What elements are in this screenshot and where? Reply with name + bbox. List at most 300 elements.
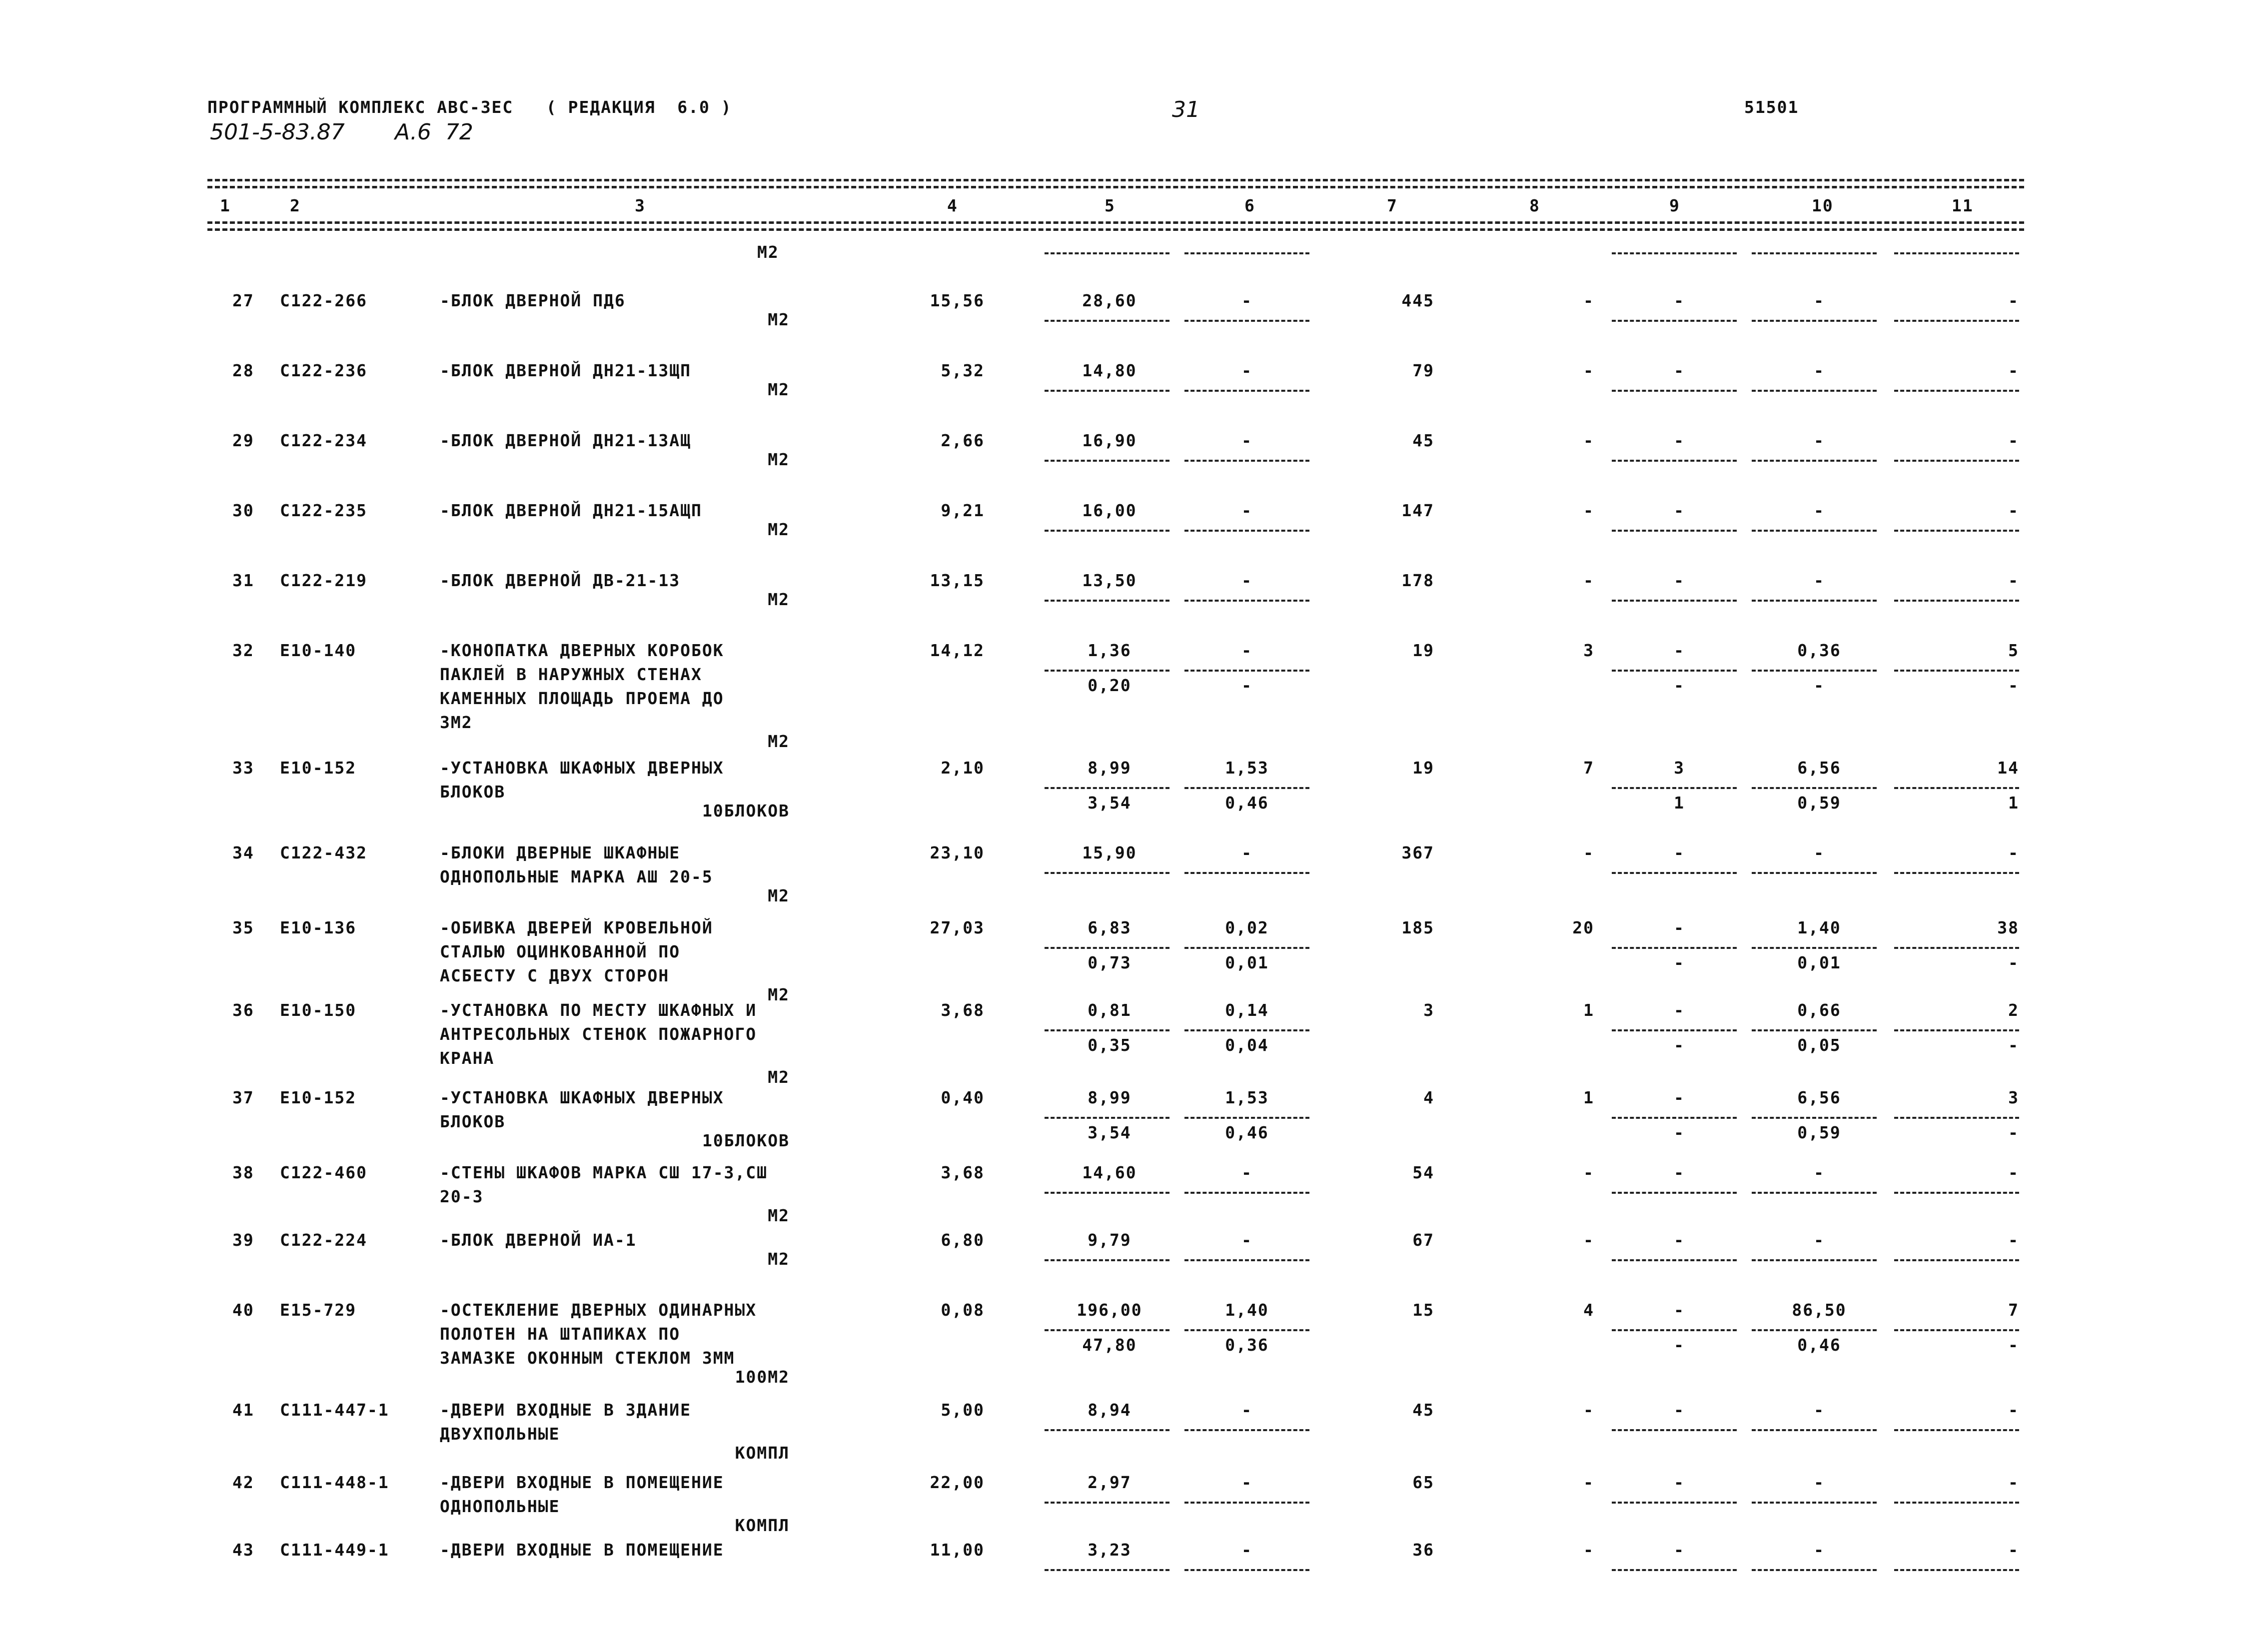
row-rule-c10 — [1752, 390, 1877, 392]
row-description: ОДНОПОЛЬНЫЕ МАРКА АШ 20-5 — [440, 867, 713, 886]
row-rule-c11 — [1894, 1429, 2019, 1431]
row-rule-c6 — [1184, 670, 1309, 672]
row-code: С122-224 — [280, 1230, 367, 1250]
row-labour: 86,50 — [1792, 1300, 1847, 1320]
row-number: 37 — [232, 1088, 254, 1107]
row-labour-total: - — [2008, 1400, 2019, 1420]
row-unit: М2 — [768, 590, 790, 609]
row-rule-c9 — [1612, 460, 1737, 462]
row-cost-machine: - — [1674, 431, 1685, 450]
row-quantity: 5,00 — [941, 1400, 985, 1420]
row-quantity: 5,32 — [941, 361, 985, 380]
row-description: -СТЕНЫ ШКАФОВ МАРКА СШ 17-3,СШ — [440, 1163, 768, 1182]
row-cost-wages: 1 — [1583, 1088, 1594, 1107]
row-labour-machine-total: - — [2008, 953, 2019, 972]
row-quantity: 0,08 — [941, 1300, 985, 1320]
row-cost-wages: - — [1583, 1473, 1594, 1492]
carryover-rule-c6 — [1184, 252, 1309, 254]
row-rule-c6 — [1184, 600, 1309, 602]
header-bottom-rule — [207, 221, 2024, 224]
row-rule-c9 — [1612, 1569, 1737, 1571]
row-price-total: 9,79 — [1088, 1230, 1131, 1250]
row-code: Е10-152 — [280, 1088, 357, 1107]
row-labour: 6,56 — [1797, 1088, 1841, 1107]
row-cost-machine: - — [1674, 1230, 1685, 1250]
row-number: 36 — [232, 1000, 254, 1020]
row-description: -ДВЕРИ ВХОДНЫЕ В ПОМЕЩЕНИЕ — [440, 1473, 724, 1492]
row-labour: 0,66 — [1797, 1000, 1841, 1020]
row-cost-machine: - — [1674, 1088, 1685, 1107]
row-labour-total: - — [2008, 361, 2019, 380]
row-quantity: 2,66 — [941, 431, 985, 450]
row-rule-c11 — [1894, 670, 2019, 672]
row-description: ПОЛОТЕН НА ШТАПИКАХ ПО — [440, 1324, 681, 1344]
row-price-machine: - — [1241, 431, 1252, 450]
row-rule-c5 — [1045, 1329, 1169, 1331]
row-description: КАМЕННЫХ ПЛОЩАДЬ ПРОЕМА ДО — [440, 689, 724, 708]
row-price-total: 2,97 — [1088, 1473, 1131, 1492]
row-rule-c9 — [1612, 1502, 1737, 1504]
row-price-total: 3,23 — [1088, 1540, 1131, 1560]
row-rule-c5 — [1045, 600, 1169, 602]
row-rule-c9 — [1612, 670, 1737, 672]
row-quantity: 14,12 — [930, 641, 985, 660]
document-code: 501-5-83.87 — [210, 119, 345, 145]
row-code: С111-448-1 — [280, 1473, 389, 1492]
row-price-wages: 3,54 — [1088, 793, 1131, 813]
row-rule-c10 — [1752, 600, 1877, 602]
row-code: Е10-150 — [280, 1000, 357, 1020]
row-quantity: 11,00 — [930, 1540, 985, 1560]
row-rule-c11 — [1894, 1192, 2019, 1194]
album-reference: A.6 72 — [395, 119, 473, 145]
row-cost-total: 67 — [1412, 1230, 1434, 1250]
row-description: 3М2 — [440, 713, 473, 732]
row-price-machine: - — [1241, 843, 1252, 862]
row-rule-c9 — [1612, 320, 1737, 322]
row-unit: М2 — [768, 1067, 790, 1087]
row-rule-c5 — [1045, 320, 1169, 322]
row-description: 20-3 — [440, 1187, 484, 1206]
row-rule-c10 — [1752, 1569, 1877, 1571]
row-cost-wages: - — [1583, 291, 1594, 310]
row-description: -ДВЕРИ ВХОДНЫЕ В ЗДАНИЕ — [440, 1400, 691, 1420]
row-price-machine-wages: 0,46 — [1225, 793, 1269, 813]
row-rule-c5 — [1045, 1502, 1169, 1504]
row-rule-c11 — [1894, 787, 2019, 789]
row-description: -БЛОК ДВЕРНОЙ ИА-1 — [440, 1230, 637, 1250]
row-price-machine-wages: 0,04 — [1225, 1035, 1269, 1055]
row-number: 41 — [232, 1400, 254, 1420]
row-cost-total: 45 — [1412, 1400, 1434, 1420]
row-code: С122-234 — [280, 431, 367, 450]
row-labour-total: - — [2008, 431, 2019, 450]
row-labour-total: 7 — [2008, 1300, 2019, 1320]
row-quantity: 3,68 — [941, 1163, 985, 1182]
row-rule-c10 — [1752, 947, 1877, 949]
row-price-machine: - — [1241, 1400, 1252, 1420]
row-price-total: 1,36 — [1088, 641, 1131, 660]
row-rule-c11 — [1894, 460, 2019, 462]
row-cost-machine-wages: - — [1674, 1123, 1685, 1142]
row-price-wages: 0,73 — [1088, 953, 1131, 972]
row-number: 32 — [232, 641, 254, 660]
row-rule-c6 — [1184, 530, 1309, 532]
row-quantity: 2,10 — [941, 758, 985, 778]
row-number: 33 — [232, 758, 254, 778]
row-rule-c11 — [1894, 1502, 2019, 1504]
row-price-machine: 1,53 — [1225, 758, 1269, 778]
row-rule-c5 — [1045, 1259, 1169, 1261]
row-price-total: 0,81 — [1088, 1000, 1131, 1020]
row-price-total: 16,90 — [1082, 431, 1137, 450]
row-labour: - — [1814, 361, 1825, 380]
row-rule-c11 — [1894, 1029, 2019, 1031]
row-rule-c5 — [1045, 670, 1169, 672]
row-rule-c10 — [1752, 530, 1877, 532]
row-labour-machine: 0,59 — [1797, 1123, 1841, 1142]
row-price-total: 6,83 — [1088, 918, 1131, 937]
row-quantity: 23,10 — [930, 843, 985, 862]
row-price-wages: 0,35 — [1088, 1035, 1131, 1055]
row-rule-c5 — [1045, 787, 1169, 789]
row-labour-total: - — [2008, 501, 2019, 520]
row-cost-wages: - — [1583, 501, 1594, 520]
row-price-machine-wages: 0,36 — [1225, 1335, 1269, 1355]
row-number: 39 — [232, 1230, 254, 1250]
row-cost-wages: - — [1583, 571, 1594, 590]
row-cost-total: 3 — [1423, 1000, 1434, 1020]
row-description: КРАНА — [440, 1048, 495, 1068]
row-rule-c5 — [1045, 390, 1169, 392]
row-price-total: 16,00 — [1082, 501, 1137, 520]
row-quantity: 22,00 — [930, 1473, 985, 1492]
row-cost-machine: - — [1674, 1473, 1685, 1492]
column-number-10: 10 — [1812, 196, 1834, 215]
row-rule-c5 — [1045, 872, 1169, 874]
row-rule-c5 — [1045, 1192, 1169, 1194]
row-description: -БЛОКИ ДВЕРНЫЕ ШКАФНЫЕ — [440, 843, 681, 862]
row-cost-machine-wages: - — [1674, 1035, 1685, 1055]
row-code: С122-219 — [280, 571, 367, 590]
row-labour-machine-total: 1 — [2008, 793, 2019, 813]
row-price-wages: 0,20 — [1088, 676, 1131, 695]
row-price-total: 15,90 — [1082, 843, 1137, 862]
row-price-total: 8,99 — [1088, 758, 1131, 778]
row-rule-c9 — [1612, 1259, 1737, 1261]
header-bottom-rule-2 — [207, 228, 2024, 231]
row-labour: - — [1814, 571, 1825, 590]
row-price-total: 14,80 — [1082, 361, 1137, 380]
row-labour-total: - — [2008, 843, 2019, 862]
row-price-wages: 47,80 — [1082, 1335, 1137, 1355]
row-description: ПАКЛЕЙ В НАРУЖНЫХ СТЕНАХ — [440, 665, 702, 684]
row-labour: - — [1814, 291, 1825, 310]
row-labour-machine: 0,46 — [1797, 1335, 1841, 1355]
row-price-machine: 1,53 — [1225, 1088, 1269, 1107]
row-unit: 10БЛОКОВ — [702, 801, 790, 821]
program-title: ПРОГРАММНЫЙ КОМПЛЕКС АВС-3ЕС ( РЕДАКЦИЯ 6.0 ) — [207, 97, 732, 117]
row-cost-total: 4 — [1423, 1088, 1434, 1107]
row-cost-total: 65 — [1412, 1473, 1434, 1492]
row-price-machine: 0,14 — [1225, 1000, 1269, 1020]
row-description: БЛОКОВ — [440, 782, 506, 802]
row-description: БЛОКОВ — [440, 1112, 506, 1131]
row-rule-c11 — [1894, 947, 2019, 949]
column-number-11: 11 — [1952, 196, 1974, 215]
row-rule-c9 — [1612, 1429, 1737, 1431]
row-price-total: 8,99 — [1088, 1088, 1131, 1107]
row-cost-wages: 20 — [1572, 918, 1594, 937]
row-code: С122-432 — [280, 843, 367, 862]
carryover-unit: М2 — [757, 242, 779, 262]
row-cost-total: 178 — [1401, 571, 1434, 590]
row-labour: - — [1814, 1163, 1825, 1182]
column-number-2: 2 — [290, 196, 301, 215]
row-cost-wages: - — [1583, 1230, 1594, 1250]
row-rule-c9 — [1612, 872, 1737, 874]
row-cost-wages: 4 — [1583, 1300, 1594, 1320]
row-rule-c6 — [1184, 787, 1309, 789]
row-labour-total: 3 — [2008, 1088, 2019, 1107]
row-cost-machine-wages: - — [1674, 953, 1685, 972]
carryover-rule-c11 — [1894, 252, 2019, 254]
row-rule-c11 — [1894, 530, 2019, 532]
row-rule-c10 — [1752, 787, 1877, 789]
row-cost-machine: - — [1674, 1300, 1685, 1320]
row-cost-machine: - — [1674, 291, 1685, 310]
row-rule-c9 — [1612, 1117, 1737, 1119]
row-description: ЗАМАЗКЕ ОКОННЫМ СТЕКЛОМ 3ММ — [440, 1348, 735, 1368]
row-number: 28 — [232, 361, 254, 380]
row-rule-c6 — [1184, 1429, 1309, 1431]
row-cost-total: 45 — [1412, 431, 1434, 450]
row-unit: М2 — [768, 450, 790, 469]
row-unit: 10БЛОКОВ — [702, 1131, 790, 1150]
row-price-total: 13,50 — [1082, 571, 1137, 590]
row-price-machine-wages: - — [1241, 676, 1252, 695]
row-price-machine: - — [1241, 641, 1252, 660]
row-unit: КОМПЛ — [735, 1443, 790, 1463]
column-number-9: 9 — [1669, 196, 1680, 215]
row-description: -УСТАНОВКА ПО МЕСТУ ШКАФНЫХ И — [440, 1000, 757, 1020]
row-unit: М2 — [768, 520, 790, 539]
row-rule-c10 — [1752, 1259, 1877, 1261]
row-labour: - — [1814, 431, 1825, 450]
row-price-machine: - — [1241, 1540, 1252, 1560]
row-rule-c9 — [1612, 530, 1737, 532]
document-number: 51501 — [1744, 97, 1799, 117]
row-rule-c11 — [1894, 390, 2019, 392]
row-labour: - — [1814, 1473, 1825, 1492]
row-rule-c5 — [1045, 1029, 1169, 1031]
row-rule-c9 — [1612, 787, 1737, 789]
carryover-rule-c5 — [1045, 252, 1169, 254]
row-quantity: 3,68 — [941, 1000, 985, 1020]
row-rule-c5 — [1045, 1569, 1169, 1571]
row-description: -БЛОК ДВЕРНОЙ ДН21-13АЩ — [440, 431, 691, 450]
row-quantity: 13,15 — [930, 571, 985, 590]
row-description: ОДНОПОЛЬНЫЕ — [440, 1497, 560, 1516]
row-code: Е10-152 — [280, 758, 357, 778]
row-cost-machine: - — [1674, 1400, 1685, 1420]
row-labour: 0,36 — [1797, 641, 1841, 660]
row-description: ДВУХПОЛЬНЫЕ — [440, 1424, 560, 1444]
row-rule-c11 — [1894, 1259, 2019, 1261]
row-number: 30 — [232, 501, 254, 520]
row-labour-total: 5 — [2008, 641, 2019, 660]
row-cost-machine: - — [1674, 843, 1685, 862]
row-cost-wages: - — [1583, 843, 1594, 862]
row-rule-c11 — [1894, 1569, 2019, 1571]
row-price-machine-wages: 0,46 — [1225, 1123, 1269, 1142]
row-rule-c11 — [1894, 872, 2019, 874]
row-quantity: 15,56 — [930, 291, 985, 310]
row-number: 38 — [232, 1163, 254, 1182]
row-labour-machine: 0,59 — [1797, 793, 1841, 813]
row-code: С122-266 — [280, 291, 367, 310]
row-cost-machine-wages: - — [1674, 1335, 1685, 1355]
row-price-machine: - — [1241, 1163, 1252, 1182]
row-price-total: 196,00 — [1077, 1300, 1142, 1320]
row-labour-machine-total: - — [2008, 1035, 2019, 1055]
header-top-rule-2 — [207, 186, 2024, 188]
row-unit: М2 — [768, 310, 790, 329]
row-price-wages: 3,54 — [1088, 1123, 1131, 1142]
row-labour-total: - — [2008, 1540, 2019, 1560]
row-rule-c6 — [1184, 1569, 1309, 1571]
row-labour: - — [1814, 1540, 1825, 1560]
row-rule-c6 — [1184, 320, 1309, 322]
row-cost-machine-wages: - — [1674, 676, 1685, 695]
row-description: -БЛОК ДВЕРНОЙ ДН21-15АЩП — [440, 501, 702, 520]
row-cost-machine: - — [1674, 361, 1685, 380]
row-rule-c5 — [1045, 460, 1169, 462]
row-price-machine: - — [1241, 501, 1252, 520]
row-price-machine: - — [1241, 1230, 1252, 1250]
row-rule-c6 — [1184, 1259, 1309, 1261]
row-rule-c10 — [1752, 1029, 1877, 1031]
column-number-6: 6 — [1244, 196, 1255, 215]
row-description: -БЛОК ДВЕРНОЙ ДН21-13ЩП — [440, 361, 691, 380]
row-description: -ДВЕРИ ВХОДНЫЕ В ПОМЕЩЕНИЕ — [440, 1540, 724, 1560]
row-cost-machine: - — [1674, 571, 1685, 590]
row-cost-machine-wages: 1 — [1674, 793, 1685, 813]
row-labour-machine-total: - — [2008, 676, 2019, 695]
row-description: -УСТАНОВКА ШКАФНЫХ ДВЕРНЫХ — [440, 1088, 724, 1107]
row-rule-c11 — [1894, 320, 2019, 322]
row-unit: М2 — [768, 380, 790, 399]
row-cost-total: 79 — [1412, 361, 1434, 380]
row-number: 43 — [232, 1540, 254, 1560]
row-labour-machine: - — [1814, 676, 1825, 695]
row-cost-machine: - — [1674, 1000, 1685, 1020]
row-code: С111-447-1 — [280, 1400, 389, 1420]
row-cost-total: 19 — [1412, 641, 1434, 660]
row-cost-machine: 3 — [1674, 758, 1685, 778]
row-rule-c9 — [1612, 947, 1737, 949]
row-labour: 6,56 — [1797, 758, 1841, 778]
carryover-rule-c9 — [1612, 252, 1737, 254]
row-cost-machine: - — [1674, 641, 1685, 660]
row-code: Е10-136 — [280, 918, 357, 937]
row-number: 31 — [232, 571, 254, 590]
row-price-total: 28,60 — [1082, 291, 1137, 310]
row-labour-total: 38 — [1997, 918, 2019, 937]
row-quantity: 6,80 — [941, 1230, 985, 1250]
row-rule-c10 — [1752, 1502, 1877, 1504]
row-rule-c6 — [1184, 1029, 1309, 1031]
row-labour-machine: 0,01 — [1797, 953, 1841, 972]
row-price-machine: - — [1241, 571, 1252, 590]
row-price-machine: - — [1241, 291, 1252, 310]
row-unit: М2 — [768, 886, 790, 905]
row-labour: - — [1814, 843, 1825, 862]
row-code: С122-236 — [280, 361, 367, 380]
row-rule-c6 — [1184, 1502, 1309, 1504]
row-cost-total: 367 — [1401, 843, 1434, 862]
row-unit: М2 — [768, 1249, 790, 1269]
row-labour: - — [1814, 501, 1825, 520]
row-rule-c5 — [1045, 1429, 1169, 1431]
row-labour-machine-total: - — [2008, 1123, 2019, 1142]
row-cost-total: 36 — [1412, 1540, 1434, 1560]
row-cost-total: 445 — [1401, 291, 1434, 310]
row-rule-c11 — [1894, 1117, 2019, 1119]
row-rule-c10 — [1752, 1192, 1877, 1194]
row-rule-c5 — [1045, 1117, 1169, 1119]
row-quantity: 9,21 — [941, 501, 985, 520]
column-number-7: 7 — [1387, 196, 1398, 215]
row-cost-wages: - — [1583, 1540, 1594, 1560]
row-code: Е10-140 — [280, 641, 357, 660]
row-description: -БЛОК ДВЕРНОЙ ДВ-21-13 — [440, 571, 681, 590]
row-description: СТАЛЬЮ ОЦИНКОВАННОЙ ПО — [440, 942, 681, 961]
row-cost-machine: - — [1674, 918, 1685, 937]
row-cost-total: 54 — [1412, 1163, 1434, 1182]
carryover-rule-c10 — [1752, 252, 1877, 254]
column-number-1: 1 — [220, 196, 231, 215]
row-cost-wages: - — [1583, 1400, 1594, 1420]
row-rule-c6 — [1184, 1192, 1309, 1194]
row-unit: М2 — [768, 1206, 790, 1225]
row-rule-c10 — [1752, 1429, 1877, 1431]
row-description: -ОСТЕКЛЕНИЕ ДВЕРНЫХ ОДИНАРНЫХ — [440, 1300, 757, 1320]
row-rule-c10 — [1752, 1117, 1877, 1119]
row-rule-c6 — [1184, 460, 1309, 462]
row-rule-c9 — [1612, 390, 1737, 392]
row-description: -УСТАНОВКА ШКАФНЫХ ДВЕРНЫХ — [440, 758, 724, 778]
row-cost-wages: - — [1583, 1163, 1594, 1182]
row-price-machine: - — [1241, 1473, 1252, 1492]
row-price-total: 8,94 — [1088, 1400, 1131, 1420]
row-labour: - — [1814, 1400, 1825, 1420]
row-price-total: 14,60 — [1082, 1163, 1137, 1182]
row-cost-total: 147 — [1401, 501, 1434, 520]
row-code: Е15-729 — [280, 1300, 357, 1320]
row-cost-wages: - — [1583, 361, 1594, 380]
row-rule-c9 — [1612, 1329, 1737, 1331]
row-rule-c10 — [1752, 460, 1877, 462]
row-number: 34 — [232, 843, 254, 862]
row-price-machine: - — [1241, 361, 1252, 380]
row-rule-c5 — [1045, 947, 1169, 949]
row-number: 40 — [232, 1300, 254, 1320]
row-unit: КОМПЛ — [735, 1516, 790, 1535]
row-labour: - — [1814, 1230, 1825, 1250]
row-code: С122-235 — [280, 501, 367, 520]
row-description: -БЛОК ДВЕРНОЙ ПД6 — [440, 291, 626, 310]
